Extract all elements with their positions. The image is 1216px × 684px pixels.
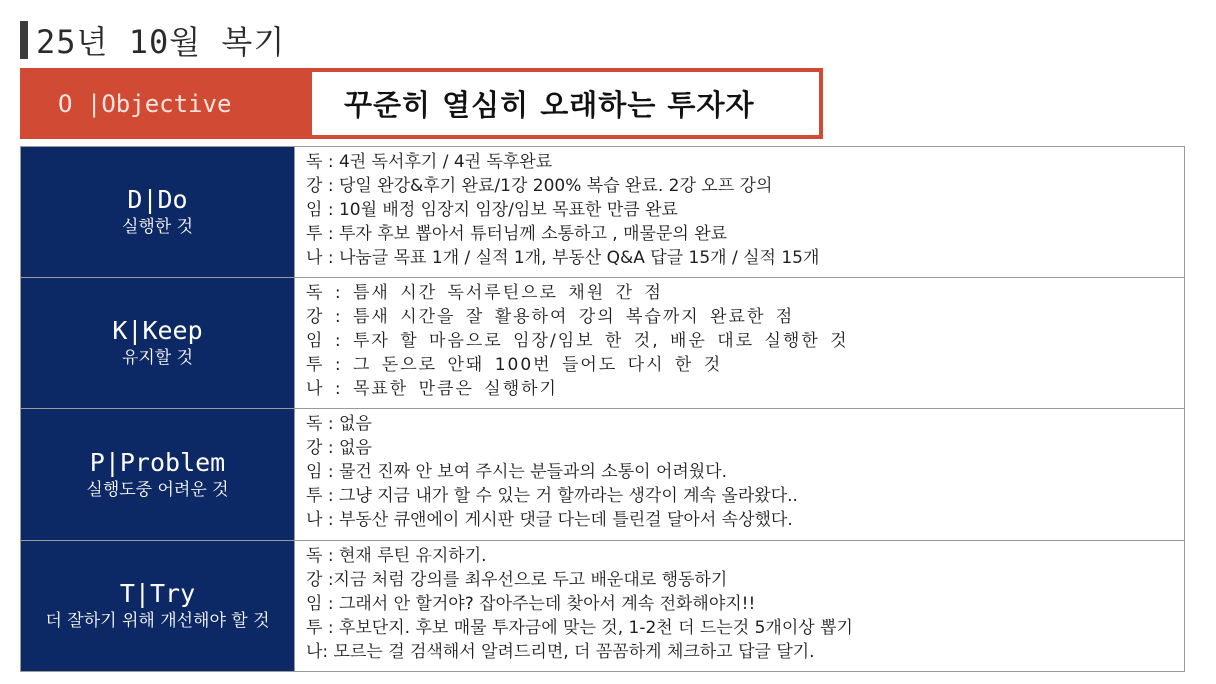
list-item: 투 : 후보단지. 후보 매물 투자금에 맞는 것, 1-2천 더 드는것 5개이상 뽑기: [306, 618, 853, 638]
objective-banner: [20, 68, 823, 139]
row-try: [21, 541, 1184, 671]
label-problem: P|Problem: [89, 447, 226, 477]
content-do: [295, 147, 1184, 277]
list-item: 투 : 그냥 지금 내가 할 수 있는 거 할까라는 생각이 계속 올라왔다..: [306, 486, 798, 506]
list-item: 독 : 틈새 시간 독서루틴으로 채원 간 점: [306, 283, 663, 303]
list-item: 나: 모르는 걸 검색해서 알려드리면, 더 꼼꼼하게 체크하고 답글 달기.: [306, 642, 815, 662]
list-item: 독 : 4권 독서후기 / 4권 독후완료: [306, 152, 553, 172]
row-do: [21, 147, 1184, 278]
list-item: 임 : 물건 진짜 안 보여 주시는 분들과의 소통이 어려웠다.: [306, 462, 728, 482]
label-try: T|Try: [119, 579, 196, 608]
content-problem: [295, 409, 1184, 540]
objective-value: 꾸준히 열심히 오래하는 투자자: [312, 72, 819, 135]
dkpt-table: [20, 146, 1185, 672]
list-item: 독 : 없음: [306, 414, 372, 434]
row-problem: [21, 409, 1184, 541]
content-keep: [295, 278, 1184, 408]
title-accent-bar: [20, 21, 28, 59]
sublabel-do: 실행한 것: [121, 217, 194, 237]
label-cell-try: [21, 541, 295, 671]
list-item: 임 : 투자 할 마음으로 임장/임보 한 것, 배운 대로 실행한 것: [306, 331, 849, 351]
page-title: [20, 18, 285, 62]
list-item: 강 : 없음: [306, 438, 372, 458]
list-item: 강 : 틈새 시간을 잘 활용하여 강의 복습까지 완료한 점: [306, 307, 795, 327]
list-item: 강 : 당일 완강&후기 완료/1강 200% 복습 완료. 2강 오프 강의: [306, 176, 773, 196]
list-item: 나 : 부동산 큐앤에이 게시판 댓글 다는데 틀린걸 달아서 속상했다.: [306, 510, 793, 530]
sublabel-try: 더 잘하기 위해 개선해야 할 것: [45, 611, 270, 631]
list-item: 임 : 10월 배정 임장지 임장/임보 목표한 만큼 완료: [306, 200, 678, 220]
list-item: 나 : 나눔글 목표 1개 / 실적 1개, 부동산 Q&A 답글 15개 / 실적 15개: [306, 248, 820, 268]
list-item: 나 : 목표한 만큼은 실행하기: [306, 379, 558, 399]
sublabel-keep: 유지할 것: [121, 348, 194, 368]
label-do: D|Do: [127, 185, 188, 214]
list-item: 임 : 그래서 안 할거야? 잡아주는데 찾아서 계속 전화해야지!!: [306, 594, 756, 614]
label-cell-keep: [21, 278, 295, 408]
label-cell-do: [21, 147, 295, 277]
label-cell-problem: [21, 409, 295, 540]
page-title-text: 25년 10월 복기: [36, 23, 286, 61]
label-keep: K|Keep: [112, 316, 203, 345]
list-item: 독 : 현재 루틴 유지하기.: [306, 546, 487, 566]
content-try: [295, 541, 1184, 671]
sublabel-problem: 실행도중 어려운 것: [86, 479, 229, 500]
list-item: 투 : 투자 후보 뽑아서 튜터님께 소통하고 , 매물문의 완료: [306, 224, 728, 244]
list-item: 강 :지금 처럼 강의를 최우선으로 두고 배운대로 행동하기: [306, 570, 728, 590]
objective-label: O |Objective: [58, 89, 232, 118]
list-item: 투 : 그 돈으로 안돼 100번 들어도 다시 한 것: [306, 355, 723, 375]
row-keep: [21, 278, 1184, 409]
